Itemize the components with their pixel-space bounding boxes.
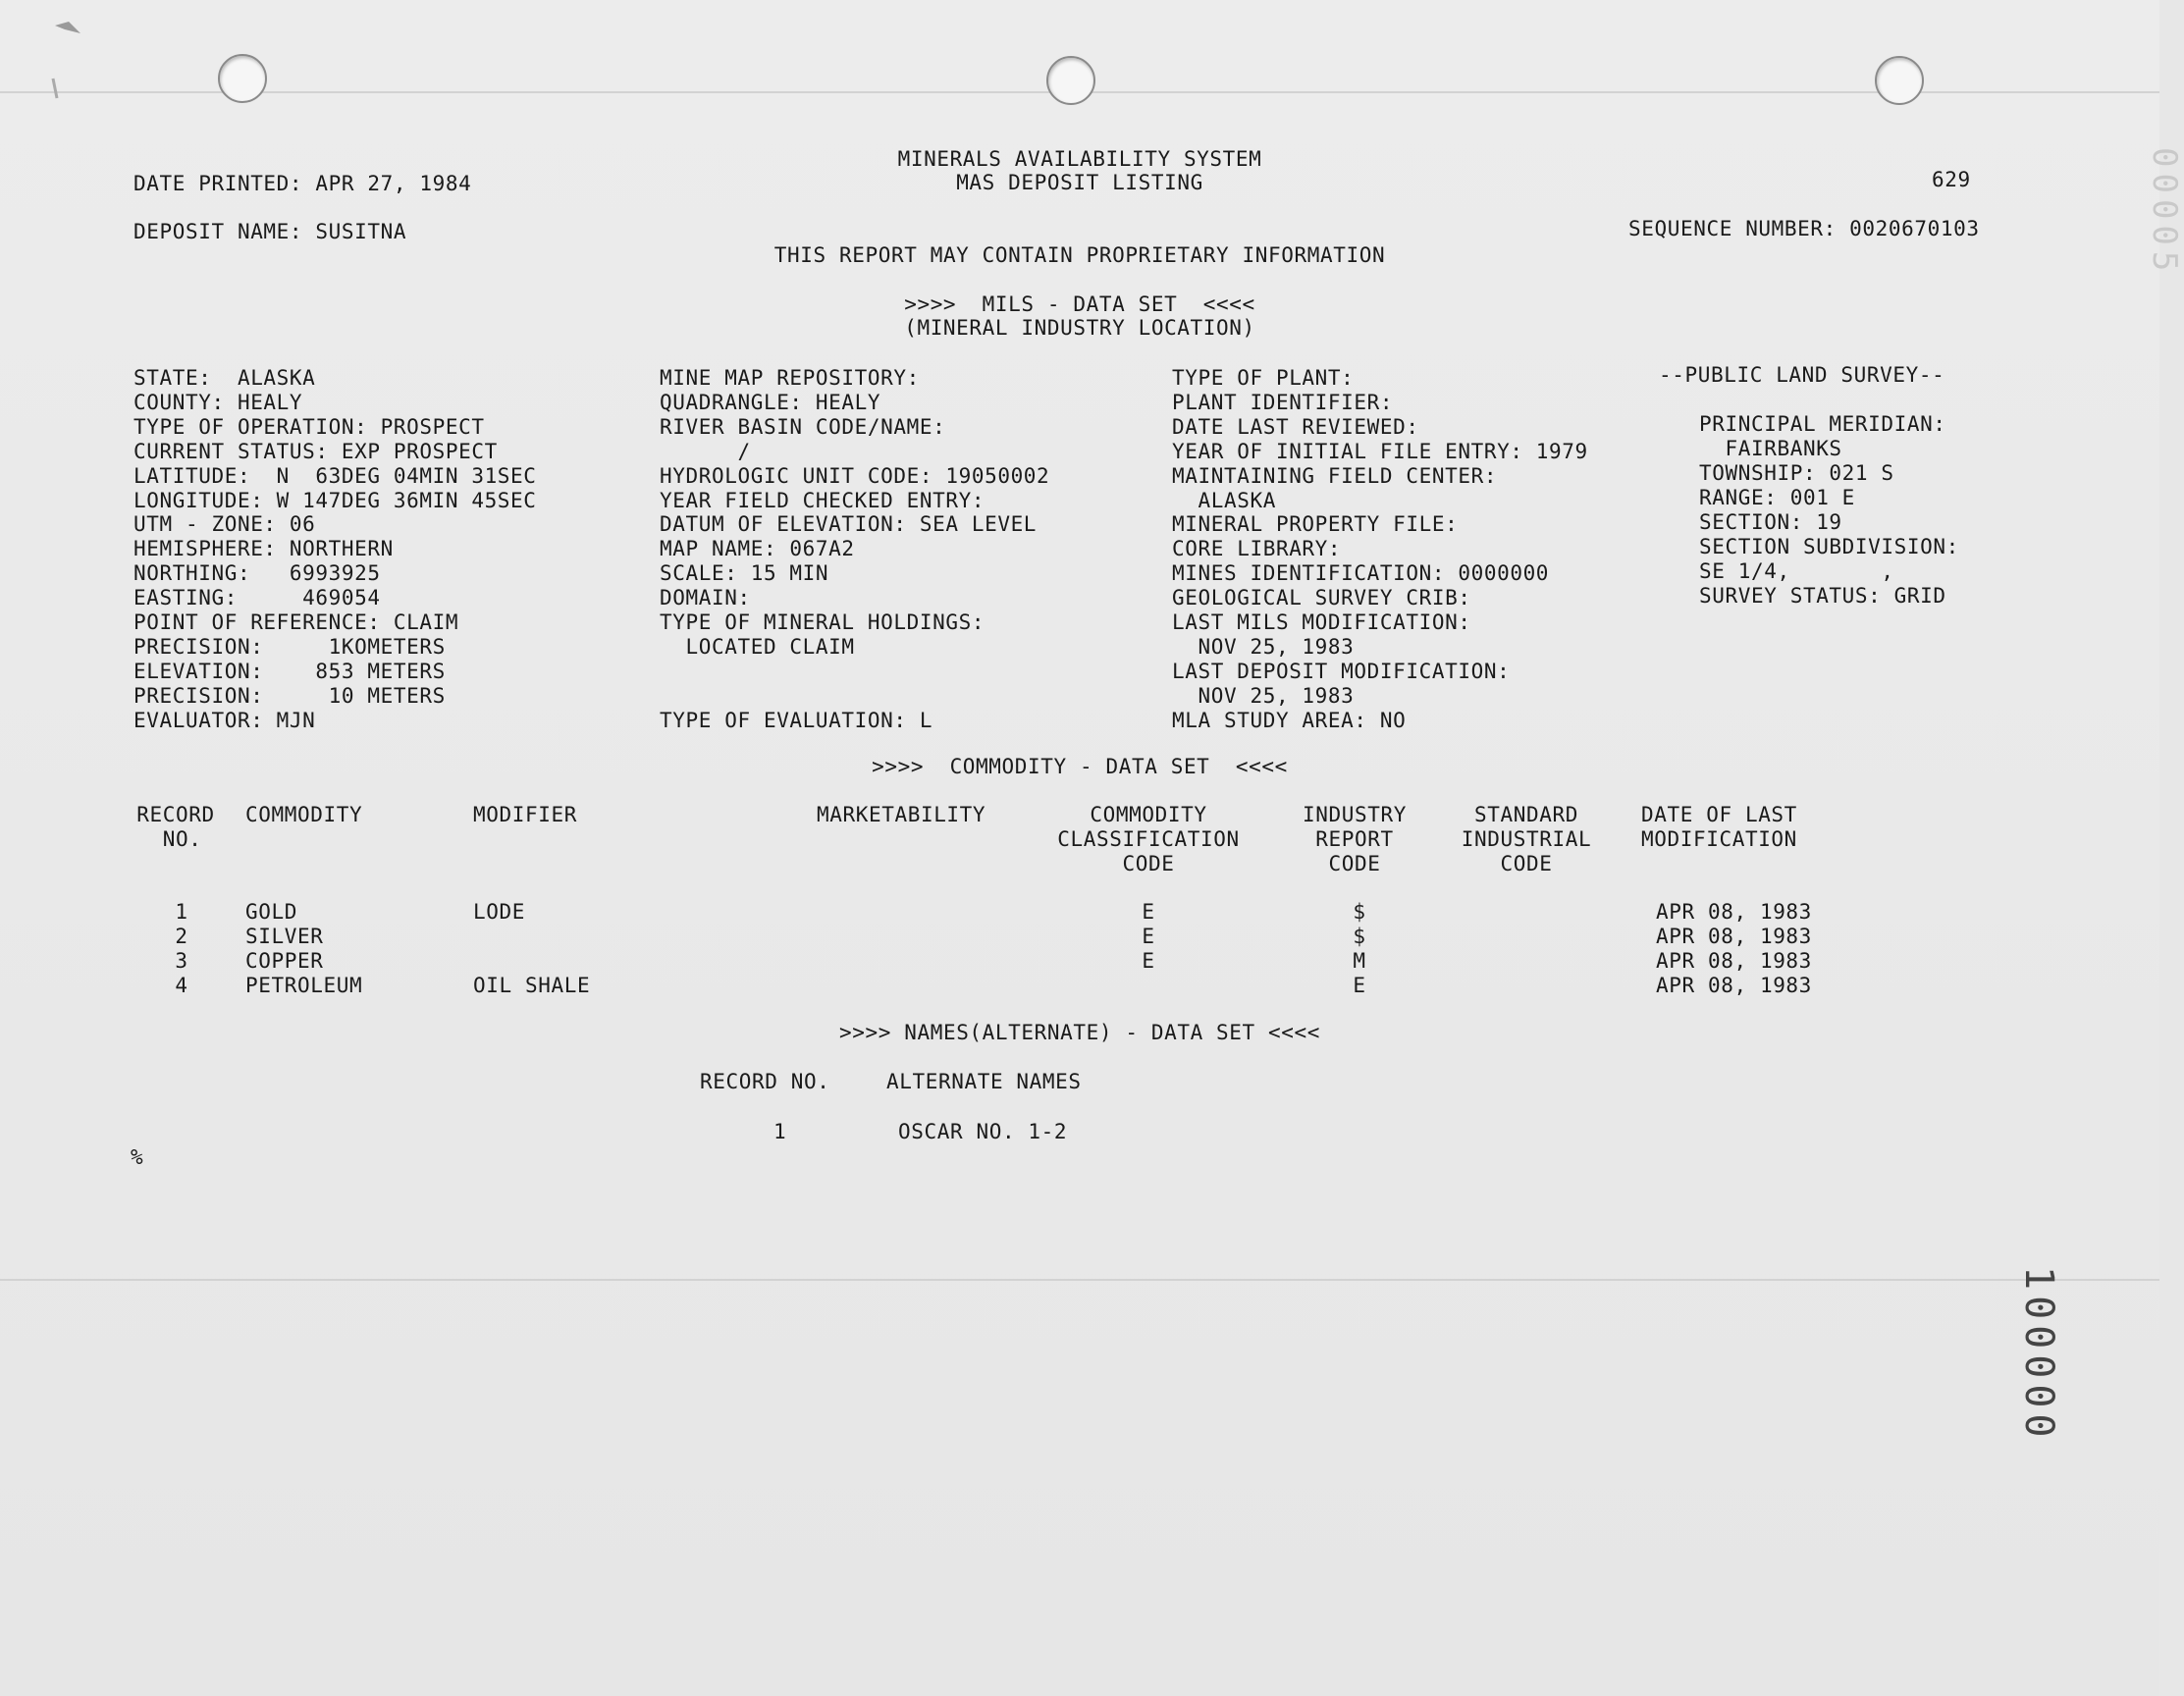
bleed-through-number: 00005 [2145, 147, 2184, 278]
mils-field: CORE LIBRARY: [1172, 537, 1342, 560]
mils-field: CURRENT STATUS: EXP PROSPECT [133, 440, 498, 463]
commodity-name: PETROLEUM [245, 974, 363, 997]
names-record-no: 1 [773, 1120, 787, 1143]
mils-field: DATUM OF ELEVATION: SEA LEVEL [660, 512, 1038, 536]
mils-field: TYPE OF PLANT: [1172, 366, 1355, 390]
commodity-record-no: 4 [175, 974, 188, 997]
commodity-industry-code: E [1353, 974, 1366, 997]
mils-field: MINE MAP REPOSITORY: [660, 366, 920, 390]
commodity-date: APR 08, 1983 [1656, 900, 1812, 924]
commodity-section-title: >>>> COMMODITY - DATA SET <<<< [872, 755, 1288, 778]
commodity-record-no: 2 [175, 925, 188, 948]
mils-field: MAP NAME: 067A2 [660, 537, 855, 560]
commodity-date: APR 08, 1983 [1656, 949, 1812, 973]
date-printed: DATE PRINTED: APR 27, 1984 [133, 172, 472, 195]
commodity-date: APR 08, 1983 [1656, 974, 1812, 997]
commodity-industry-code: $ [1353, 925, 1366, 948]
land-survey-field: RANGE: 001 E [1699, 486, 1855, 509]
names-section-title: >>>> NAMES(ALTERNATE) - DATA SET <<<< [839, 1021, 1320, 1044]
sequence-number: SEQUENCE NUMBER: 0020670103 [1628, 217, 1980, 240]
mils-field: PRECISION: 1KOMETERS [133, 635, 446, 659]
mils-field: UTM - ZONE: 06 [133, 512, 316, 536]
commodity-date: APR 08, 1983 [1656, 925, 1812, 948]
end-marker: % [131, 1145, 144, 1169]
mils-field: HYDROLOGIC UNIT CODE: 19050002 [660, 464, 1050, 488]
mils-field: TYPE OF EVALUATION: L [660, 709, 933, 732]
page-fold-line [0, 1279, 2159, 1281]
commodity-class-code: E [1142, 900, 1155, 924]
mils-field: MINES IDENTIFICATION: 0000000 [1172, 561, 1550, 585]
mils-field: EASTING: 469054 [133, 586, 381, 610]
mils-field: DATE LAST REVIEWED: [1172, 415, 1419, 439]
names-header-record: RECORD NO. [700, 1070, 830, 1093]
film-frame-number: 100000 [2016, 1266, 2061, 1444]
land-survey-field: SECTION: 19 [1699, 510, 1842, 534]
land-survey-field: SECTION SUBDIVISION: [1699, 535, 1959, 558]
commodity-modifier: LODE [473, 900, 525, 924]
commodity-modifier: OIL SHALE [473, 974, 591, 997]
names-header-alternate: ALTERNATE NAMES [886, 1070, 1082, 1093]
commodity-header: MODIFIER [473, 803, 577, 826]
mils-field: TYPE OF OPERATION: PROSPECT [133, 415, 485, 439]
mils-field: LATITUDE: N 63DEG 04MIN 31SEC [133, 464, 537, 488]
mils-field: EVALUATOR: MJN [133, 709, 316, 732]
commodity-industry-code: M [1353, 949, 1366, 973]
commodity-class-code: E [1142, 925, 1155, 948]
punch-hole-right [1875, 56, 1924, 105]
deposit-name: DEPOSIT NAME: SUSITNA [133, 220, 407, 243]
mils-field: PLANT IDENTIFIER: [1172, 391, 1394, 414]
commodity-header: STANDARD INDUSTRIAL CODE [1461, 803, 1592, 875]
mils-field: LOCATED CLAIM [660, 635, 855, 659]
commodity-header: MARKETABILITY [817, 803, 986, 826]
mils-field: NORTHING: 6993925 [133, 561, 381, 585]
commodity-header: COMMODITY [245, 803, 363, 826]
land-survey-field: TOWNSHIP: 021 S [1699, 461, 1894, 485]
commodity-industry-code: $ [1353, 900, 1366, 924]
commodity-record-no: 1 [175, 900, 188, 924]
land-survey-field: PRINCIPAL MERIDIAN: [1699, 412, 1946, 436]
mils-field: COUNTY: HEALY [133, 391, 303, 414]
land-survey-field: SURVEY STATUS: GRID [1699, 584, 1946, 608]
mils-field: QUADRANGLE: HEALY [660, 391, 881, 414]
listing-title: MAS DEPOSIT LISTING [956, 171, 1203, 194]
mils-field: SCALE: 15 MIN [660, 561, 829, 585]
mils-field: ELEVATION: 853 METERS [133, 660, 446, 683]
mils-field: STATE: ALASKA [133, 366, 316, 390]
commodity-header: INDUSTRY REPORT CODE [1303, 803, 1407, 875]
commodity-name: SILVER [245, 925, 324, 948]
commodity-name: GOLD [245, 900, 297, 924]
mils-section-title: >>>> MILS - DATA SET <<<< [904, 292, 1255, 316]
mils-field: POINT OF REFERENCE: CLAIM [133, 610, 459, 634]
proprietary-notice: THIS REPORT MAY CONTAIN PROPRIETARY INFORMATION [773, 243, 1386, 267]
mils-field: NOV 25, 1983 [1172, 684, 1355, 708]
commodity-record-no: 3 [175, 949, 188, 973]
commodity-header: DATE OF LAST MODIFICATION [1641, 803, 1797, 851]
mils-field: PRECISION: 10 METERS [133, 684, 446, 708]
mils-field: GEOLOGICAL SURVEY CRIB: [1172, 586, 1471, 610]
mils-field: RIVER BASIN CODE/NAME: [660, 415, 946, 439]
commodity-class-code: E [1142, 949, 1155, 973]
system-title: MINERALS AVAILABILITY SYSTEM [897, 147, 1262, 171]
staple-mark-icon [51, 20, 90, 59]
mils-field: / [660, 440, 751, 463]
mils-field: MINERAL PROPERTY FILE: [1172, 512, 1459, 536]
mils-field: DOMAIN: [660, 586, 751, 610]
commodity-header: RECORD NO. [136, 803, 215, 851]
mils-field: LONGITUDE: W 147DEG 36MIN 45SEC [133, 489, 537, 512]
mils-field: LAST DEPOSIT MODIFICATION: [1172, 660, 1511, 683]
mils-field: ALASKA [1172, 489, 1276, 512]
mils-field: LAST MILS MODIFICATION: [1172, 610, 1471, 634]
land-survey-field: SE 1/4, , [1699, 559, 1894, 583]
mils-field: NOV 25, 1983 [1172, 635, 1355, 659]
mils-section-subtitle: (MINERAL INDUSTRY LOCATION) [904, 316, 1255, 340]
names-alternate-name: OSCAR NO. 1-2 [898, 1120, 1068, 1143]
page-number: 629 [1932, 168, 1971, 191]
mils-field: TYPE OF MINERAL HOLDINGS: [660, 610, 985, 634]
mils-field: YEAR OF INITIAL FILE ENTRY: 1979 [1172, 440, 1588, 463]
mils-field: MLA STUDY AREA: NO [1172, 709, 1407, 732]
commodity-header: COMMODITY CLASSIFICATION CODE [1057, 803, 1240, 875]
land-survey-field: FAIRBANKS [1699, 437, 1842, 460]
mils-field: HEMISPHERE: NORTHERN [133, 537, 394, 560]
mils-field: YEAR FIELD CHECKED ENTRY: [660, 489, 985, 512]
mils-field: MAINTAINING FIELD CENTER: [1172, 464, 1498, 488]
commodity-name: COPPER [245, 949, 324, 973]
punch-hole-center [1046, 56, 1095, 105]
land-survey-title: --PUBLIC LAND SURVEY-- [1659, 363, 1945, 387]
punch-hole-left [218, 54, 267, 103]
